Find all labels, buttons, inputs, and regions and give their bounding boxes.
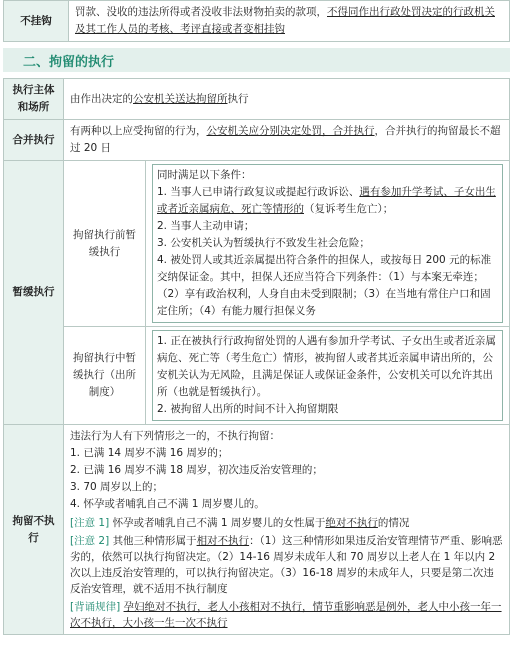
note-1-text: 怀孕或者哺乳自己不满 1 周岁婴儿的女性属于 — [112, 517, 326, 529]
section-title: 二、拘留的执行 — [23, 54, 115, 70]
row-label-exec-subject: 执行主体和场所 — [4, 79, 64, 120]
row-suspend-during — [4, 327, 510, 425]
no-exec-intro: 违法行为人有下列情形之一的，不执行拘留： — [70, 430, 280, 442]
suspend-during-item1: 1. 正在被执行行政拘留处罚的人遇有参加升学考试、子女出生或者近亲属病危、死亡等（考生危亡）情形，被拘留人或者其近亲属申请出所的，公安机关认为无风险，且满足保证人或保证金条件，公安机关可以允许其出所（也就是暂缓执行）。 — [157, 335, 496, 398]
top-table — [3, 0, 510, 42]
note-2-underlined: 相对不执行 — [196, 535, 250, 547]
row-content-exec-subject — [64, 79, 510, 120]
row-label-no-link: 不挂钩 — [4, 1, 69, 42]
row-suspend-before — [4, 161, 510, 327]
merged-exec-text: 有两种以上应受拘留的行为， — [70, 125, 207, 137]
note-2-text: 其他三种情形属于 — [112, 535, 197, 547]
note-1 — [70, 515, 503, 531]
suspend-during-item2: 2. 被拘留人出所的时间不计入拘留期限 — [157, 403, 339, 415]
merged-exec-underlined: 公安机关应分别决定处罚，合并执行 — [206, 125, 375, 137]
no-link-underlined-text: 不得同作出行政处罚决定的行政机关及其工作人员的考核、考评直接或者变相挂钩 — [75, 6, 495, 35]
note-1-underlined: 绝对不执行 — [325, 517, 378, 529]
mnemonic — [70, 599, 503, 631]
suspend-before-intro: 同时满足以下条件： — [157, 169, 252, 181]
sublabel-suspend-during: 拘留执行中暂缓执行（出所制度） — [64, 327, 146, 425]
no-exec-item-1: 1. 已满 14 周岁不满 16 周岁的； — [70, 447, 229, 459]
note-1-tag: [注意 1] — [70, 517, 110, 529]
row-content-merged-exec — [64, 120, 510, 161]
item1-text-end: （复诉考生危亡）； — [304, 203, 394, 215]
item1-underlined: 遇有参加升学考试、子女出生或者近亲属病危、死亡等情形的 — [157, 186, 496, 215]
item1-text: 1. 当事人已申请行政复议或提起行政诉讼、 — [157, 186, 360, 198]
row-label-no-exec: 拘留不执行 — [4, 425, 64, 635]
no-exec-item-3: 3. 70 周岁以上的； — [70, 481, 164, 493]
row-content-no-link — [69, 1, 510, 42]
exec-subject-underlined: 公安机关送达拘留所 — [133, 92, 228, 105]
section-heading — [3, 48, 510, 72]
note-2-text-end: ：（1）这三种情形如果违反治安管理情节严重、影响恶劣的，依然可以执行拘留决定。（2）14-16 周岁未成年人和 70 周岁以上老人在 1 年以内 2 次以上违反治安管理的，可以执行拘留决定。（3）16-18 周岁的未成年人，只要是第二次违反治安管理，就不适用不执行制度 — [70, 535, 503, 595]
content-suspend-before — [146, 161, 510, 327]
merged-exec-text-end: ，合并执行的拘留最长不超过 20 日 — [70, 125, 501, 154]
mnemonic-text: 孕妇绝对不执行，老人小孩相对不执行，情节重影响恶是例外，老人中小孩一年一次不执行，大小孩一生一次不执行 — [70, 601, 502, 629]
row-merged-exec — [4, 120, 510, 161]
row-label-merged-exec: 合并执行 — [4, 120, 64, 161]
content-no-exec — [64, 425, 510, 635]
no-exec-notes — [70, 513, 503, 631]
row-no-exec — [4, 425, 510, 635]
suspend-before-item4: 4. 被处罚人或其近亲属提出符合条件的担保人，或按每日 200 元的标准交纳保证金。其中，担保人还应当符合下列条件：（1）与本案无牵连；（2）享有政治权利，人身自由未受到限制；（3）在当地有常住户口和固定住所；（4）有能力履行担保义务 — [157, 254, 492, 317]
no-exec-item-2: 2. 已满 16 周岁不满 18 周岁，初次违反治安管理的； — [70, 464, 323, 476]
detention-table — [3, 78, 510, 635]
note-2-tag: [注意 2] — [70, 535, 110, 547]
suspend-before-box — [152, 164, 503, 323]
suspend-during-box — [152, 330, 503, 421]
row-label-suspend: 暂缓执行 — [4, 161, 64, 425]
suspend-before-item3: 3. 公安机关认为暂缓执行不致发生社会危险； — [157, 237, 370, 249]
suspend-before-item2: 2. 当事人主动申请； — [157, 220, 255, 232]
row-exec-subject — [4, 79, 510, 120]
exec-subject-text: 由作出决定的 — [70, 92, 133, 105]
mnemonic-tag: [背诵规律] — [70, 601, 121, 613]
note-2 — [70, 533, 503, 597]
no-exec-item-4: 4. 怀孕或者哺乳自己不满 1 周岁婴儿的。 — [70, 498, 265, 510]
row-no-link — [4, 1, 510, 42]
no-link-text: 罚款、没收的违法所得或者没收非法财物拍卖的款项， — [75, 6, 327, 18]
suspend-before-item1 — [157, 184, 498, 218]
sublabel-suspend-before: 拘留执行前暂缓执行 — [64, 161, 146, 327]
content-suspend-during — [146, 327, 510, 425]
exec-subject-text-end: 执行 — [227, 92, 249, 105]
note-1-text-end: 的情况 — [377, 517, 410, 529]
